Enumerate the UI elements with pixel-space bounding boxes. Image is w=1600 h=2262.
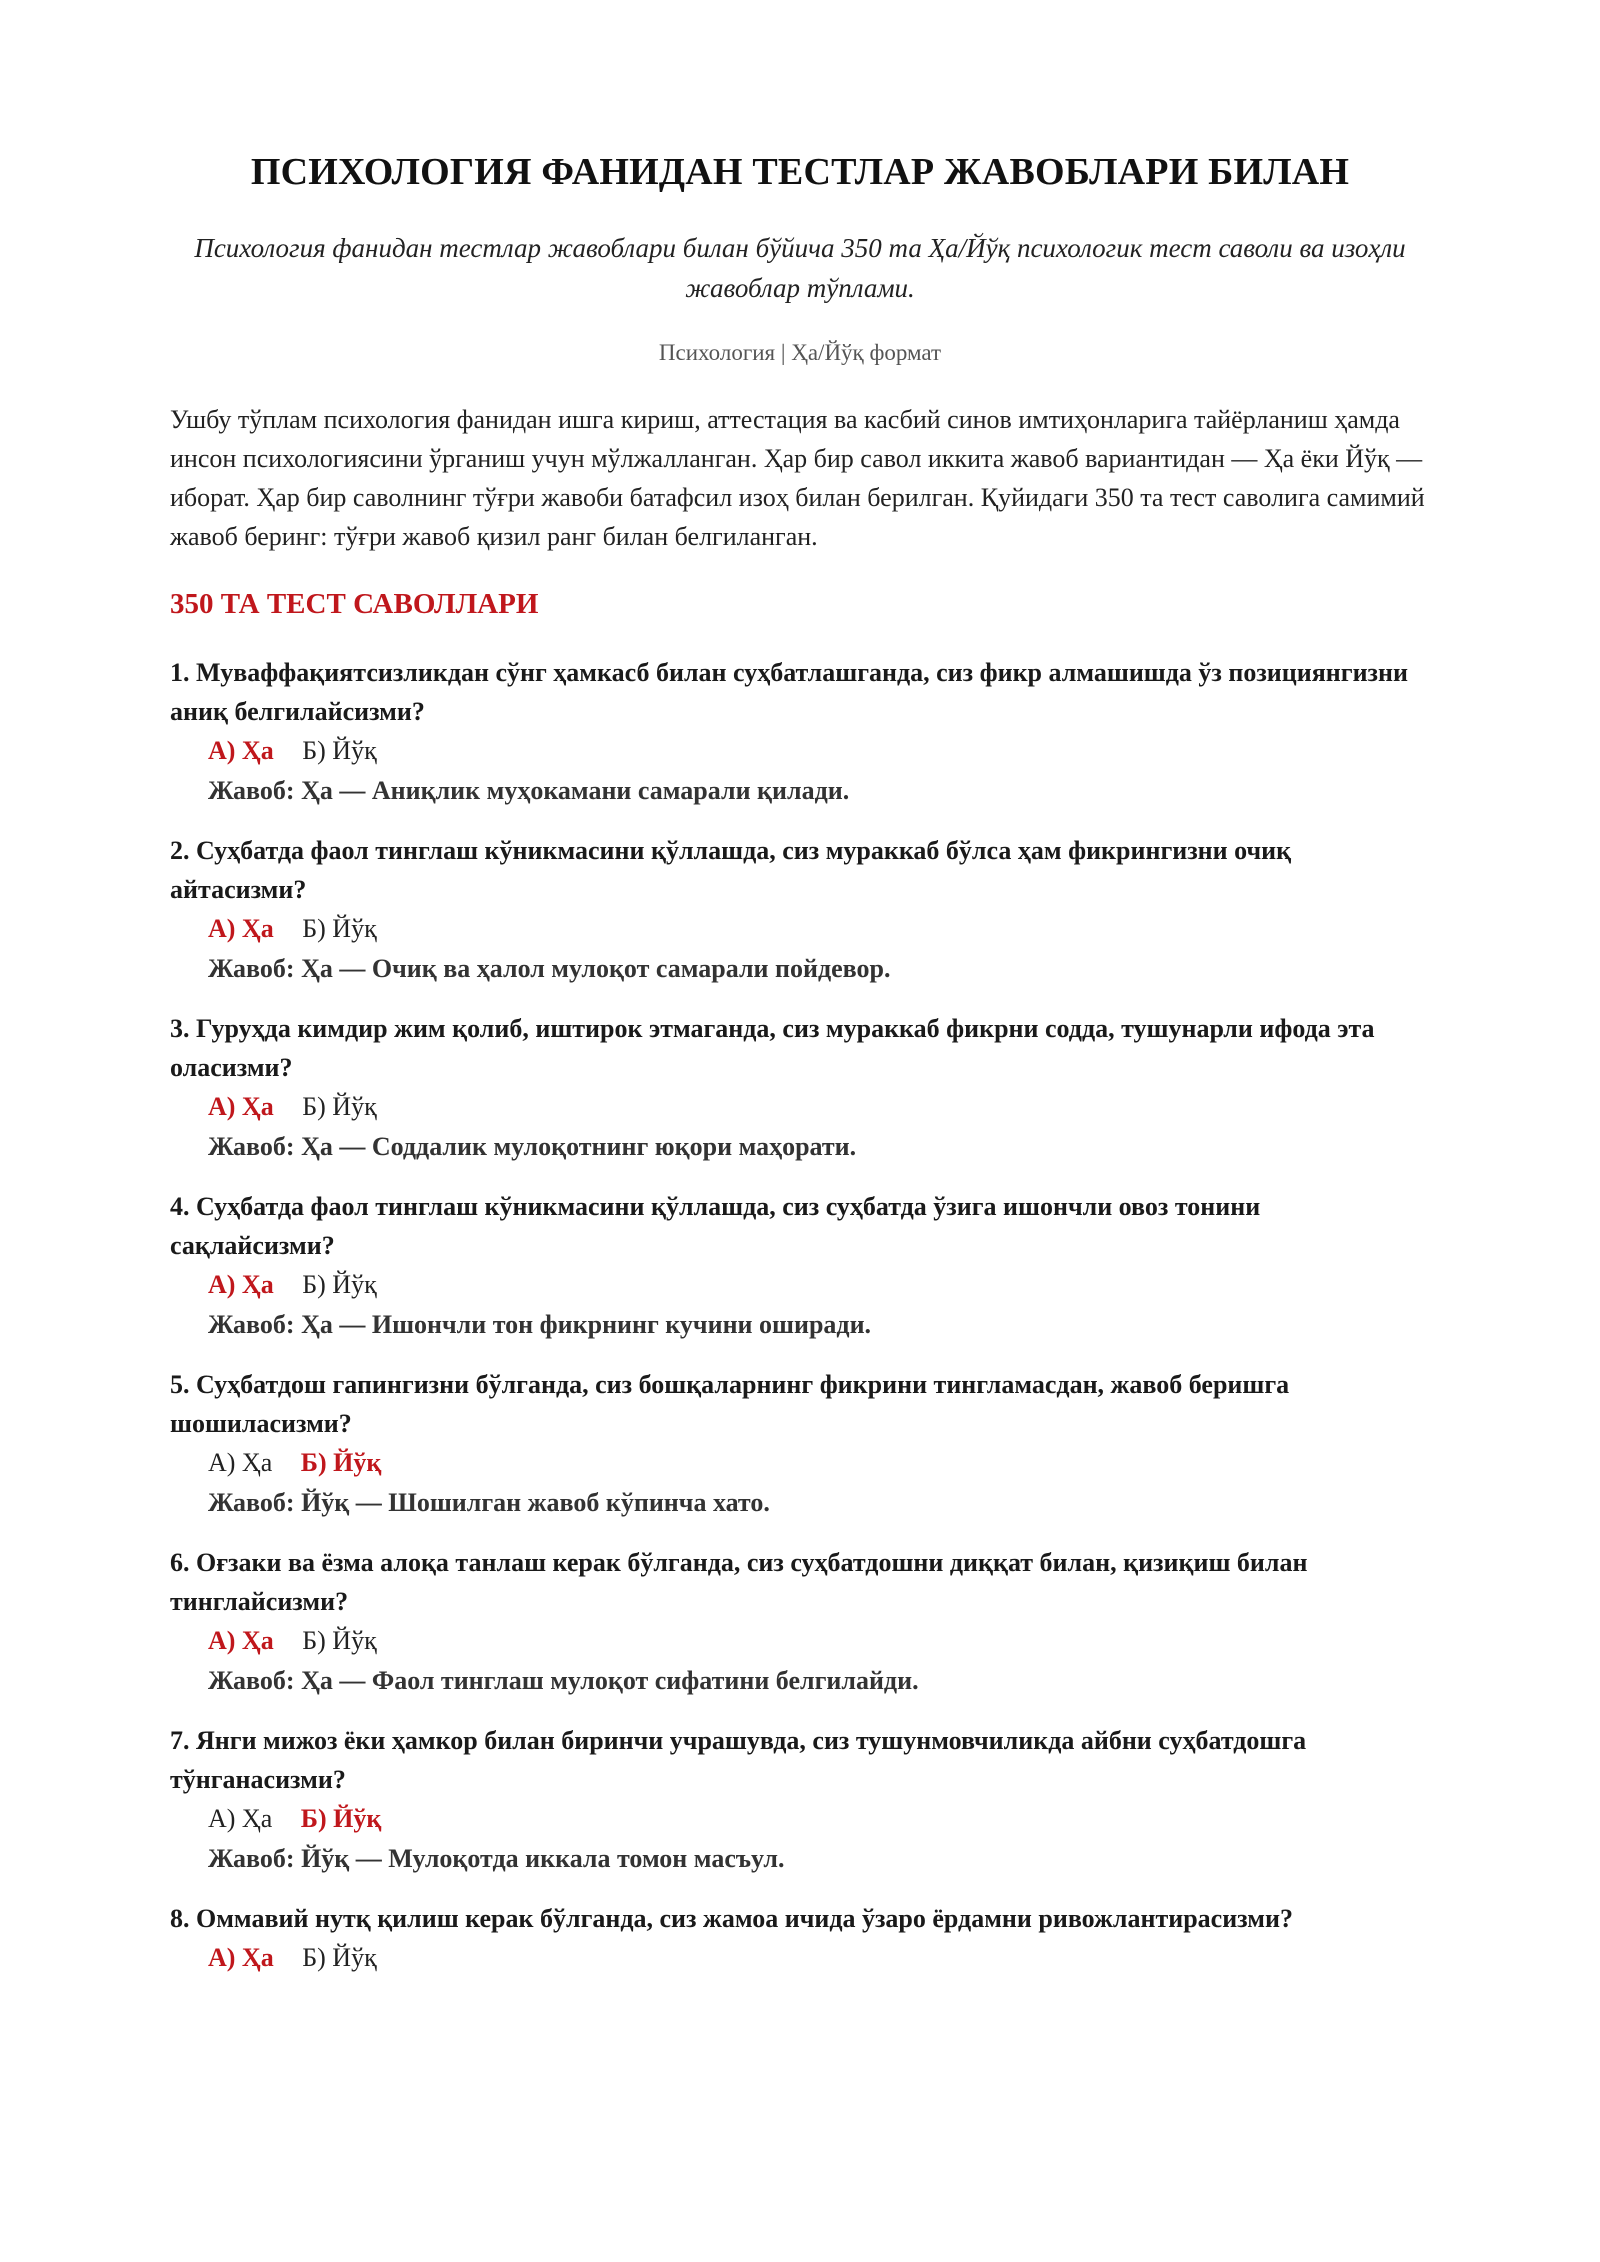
answer-explanation: Жавоб: Йўқ — Шошилган жавоб кўпинча хато. — [208, 1488, 770, 1517]
document-title: ПСИХОЛОГИЯ ФАНИДАН ТЕСТЛАР ЖАВОБЛАРИ БИЛАН — [250, 151, 1350, 193]
option-a: А) Ҳа — [208, 914, 274, 943]
question-text: 6. Оғзаки ва ёзма алоқа танлаш керак бўлганда, сиз суҳбатдошни диққат билан, қизиқиш билан тинглайсизми? — [170, 1548, 1308, 1616]
answer-explanation: Жавоб: Ҳа — Очиқ ва ҳалол мулоқот самарали пойдевор. — [208, 954, 891, 983]
option-a: А) Ҳа — [208, 736, 274, 765]
question-text: 4. Суҳбатда фаол тинглаш кўникмасини қўллашда, сиз суҳбатда ўзига ишончли овоз тонини сақлайсизми? — [170, 1192, 1261, 1260]
option-a: А) Ҳа — [208, 1943, 274, 1972]
answer-options — [208, 1621, 1430, 1661]
option-b: Б) Йўқ — [302, 1943, 377, 1972]
option-a: А) Ҳа — [208, 1092, 274, 1121]
option-b: Б) Йўқ — [302, 1270, 377, 1299]
option-b: Б) Йўқ — [300, 1448, 382, 1477]
question-text: 5. Суҳбатдош гапингизни бўлганда, сиз бошқаларнинг фикрини тингламасдан, жавоб беришга шошиласизми? — [170, 1370, 1290, 1438]
option-a: А) Ҳа — [208, 1804, 273, 1833]
question-item — [170, 653, 1430, 811]
answer-options — [208, 1938, 1430, 1978]
question-item — [170, 1543, 1430, 1701]
document-meta: Психология | Ҳа/Йўқ формат — [658, 340, 942, 365]
question-item — [170, 1009, 1430, 1167]
question-item — [170, 831, 1430, 989]
answer-explanation: Жавоб: Ҳа — Аниқлик муҳокамани самарали қилади. — [208, 776, 850, 805]
answer-explanation: Жавоб: Йўқ — Мулоқотда иккала томон масъул. — [208, 1844, 785, 1873]
question-item — [170, 1365, 1430, 1523]
question-item — [170, 1899, 1430, 1978]
question-list — [170, 653, 1430, 1978]
option-a: А) Ҳа — [208, 1626, 274, 1655]
question-item — [170, 1721, 1430, 1879]
document-subtitle: Психология фанидан тестлар жавоблари билан бўйича 350 та Ҳа/Йўқ психологик тест саволи ва изоҳли жавоблар тўплами. — [194, 233, 1406, 303]
option-b: Б) Йўқ — [302, 736, 377, 765]
question-text: 8. Оммавий нутқ қилиш керак бўлганда, сиз жамоа ичида ўзаро ёрдамни ривожлантирасизми? — [170, 1904, 1293, 1933]
option-b: Б) Йўқ — [302, 914, 377, 943]
question-text: 3. Гуруҳда кимдир жим қолиб, иштирок этмаганда, сиз мураккаб фикрни содда, тушунарли ифода эта оласизми? — [170, 1014, 1375, 1082]
answer-options — [208, 1087, 1430, 1127]
option-b: Б) Йўқ — [302, 1092, 377, 1121]
question-text: 7. Янги мижоз ёки ҳамкор билан биринчи учрашувда, сиз тушунмовчиликда айбни суҳбатдошга тўнганасизми? — [170, 1726, 1307, 1794]
question-item — [170, 1187, 1430, 1345]
answer-options — [208, 909, 1430, 949]
answer-options — [208, 1799, 1430, 1839]
intro-paragraph: Ушбу тўплам психология фанидан ишга кириш, аттестация ва касбий синов имтиҳонларига тайёрланиш ҳамда инсон психологиясини ўрганиш учун мўлжалланган. Ҳар бир савол иккита жавоб вариантидан — Ҳа ёки Йўқ — иборат. Ҳар бир саволнинг тўғри жавоби батафсил изоҳ билан берилган. Қуйидаги 350 та тест саволига самимий жавоб беринг: тўғри жавоб қизил ранг билан белгиланган. — [170, 405, 1425, 551]
option-a: А) Ҳа — [208, 1448, 273, 1477]
question-text: 2. Суҳбатда фаол тинглаш кўникмасини қўллашда, сиз мураккаб бўлса ҳам фикрингизни очиқ айтасизми? — [170, 836, 1292, 904]
answer-explanation: Жавоб: Ҳа — Фаол тинглаш мулоқот сифатини белгилайди. — [208, 1666, 919, 1695]
answer-explanation: Жавоб: Ҳа — Соддалик мулоқотнинг юқори маҳорати. — [208, 1132, 857, 1161]
option-a: А) Ҳа — [208, 1270, 274, 1299]
section-heading: 350 ТА ТЕСТ САВОЛЛАРИ — [170, 588, 539, 620]
option-b: Б) Йўқ — [300, 1804, 382, 1833]
answer-options — [208, 1265, 1430, 1305]
option-b: Б) Йўқ — [302, 1626, 377, 1655]
question-text: 1. Муваффақиятсизликдан сўнг ҳамкасб билан суҳбатлашганда, сиз фикр алмашишда ўз позициянгизни аниқ белгилайсизми? — [170, 658, 1408, 726]
answer-options — [208, 731, 1430, 771]
answer-explanation: Жавоб: Ҳа — Ишончли тон фикрнинг кучини оширади. — [208, 1310, 872, 1339]
answer-options — [208, 1443, 1430, 1483]
